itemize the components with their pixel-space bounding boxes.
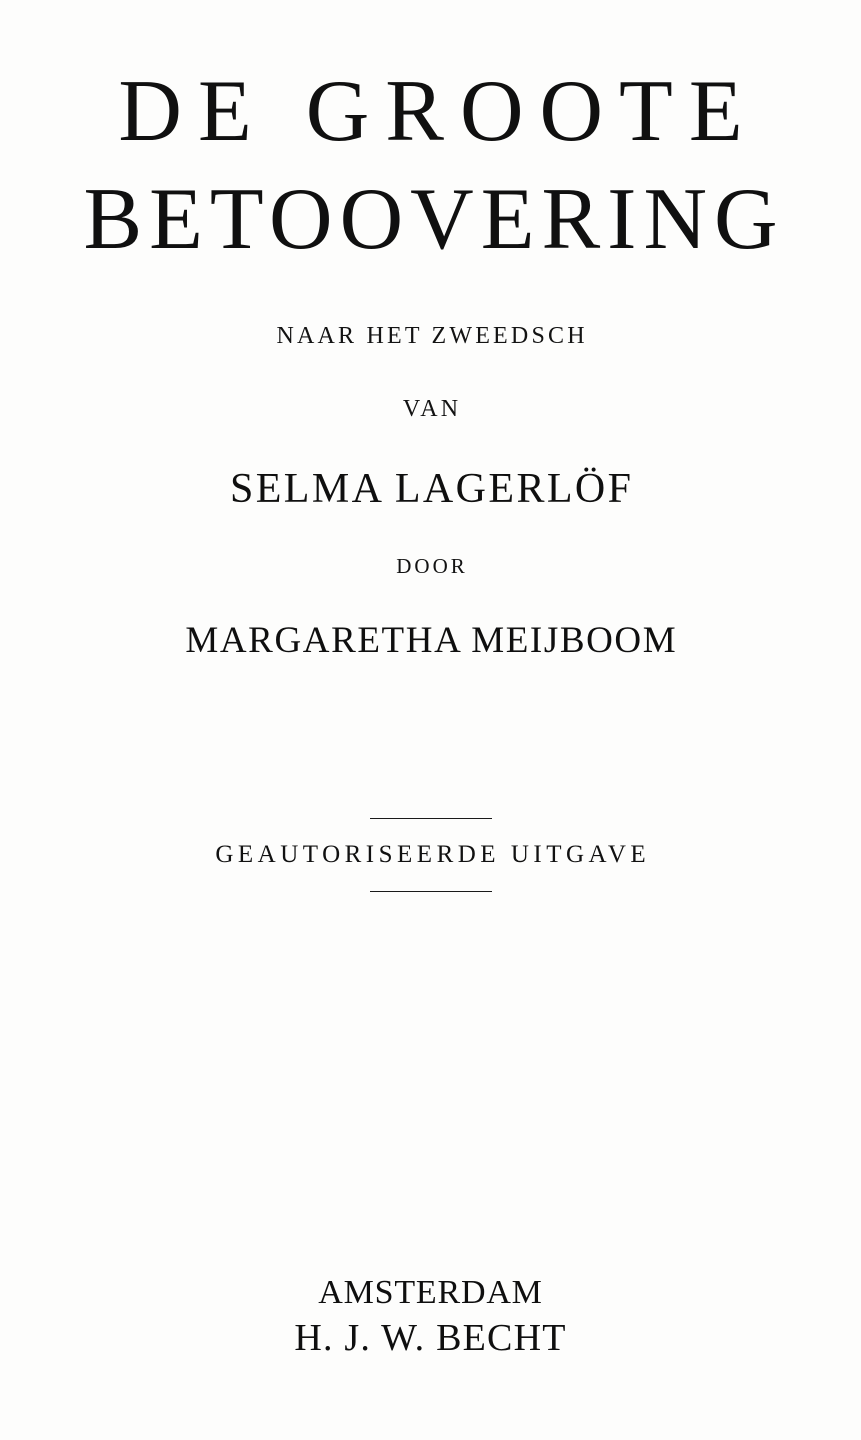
imprint-publisher: H. J. W. BECHT <box>294 1316 567 1359</box>
imprint-city: AMSTERDAM <box>318 1274 543 1311</box>
source-language-note: NAAR HET ZWEEDSCH <box>276 323 588 349</box>
translator-name: MARGARETHA MEIJBOOM <box>185 619 678 661</box>
spacer-1 <box>0 351 861 395</box>
credits-block <box>0 322 861 661</box>
van-label: VAN <box>402 395 462 422</box>
book-title <box>0 63 861 268</box>
book-title-line-2: BETOOVERING <box>83 171 785 268</box>
spacer-2 <box>0 424 861 466</box>
spacer-3 <box>0 512 861 554</box>
door-label: DOOR <box>396 553 468 578</box>
authorization-block <box>0 818 861 892</box>
imprint-block <box>0 1272 861 1362</box>
spacer-4 <box>0 579 861 621</box>
author-name: SELMA LAGERLÖF <box>229 465 634 512</box>
authorization-text: GEAUTORISEERDE UITGAVE <box>215 841 651 868</box>
divider-rule-top <box>370 818 492 819</box>
divider-rule-bottom <box>370 891 492 892</box>
book-title-line-1: DE GROOTE <box>118 63 759 160</box>
